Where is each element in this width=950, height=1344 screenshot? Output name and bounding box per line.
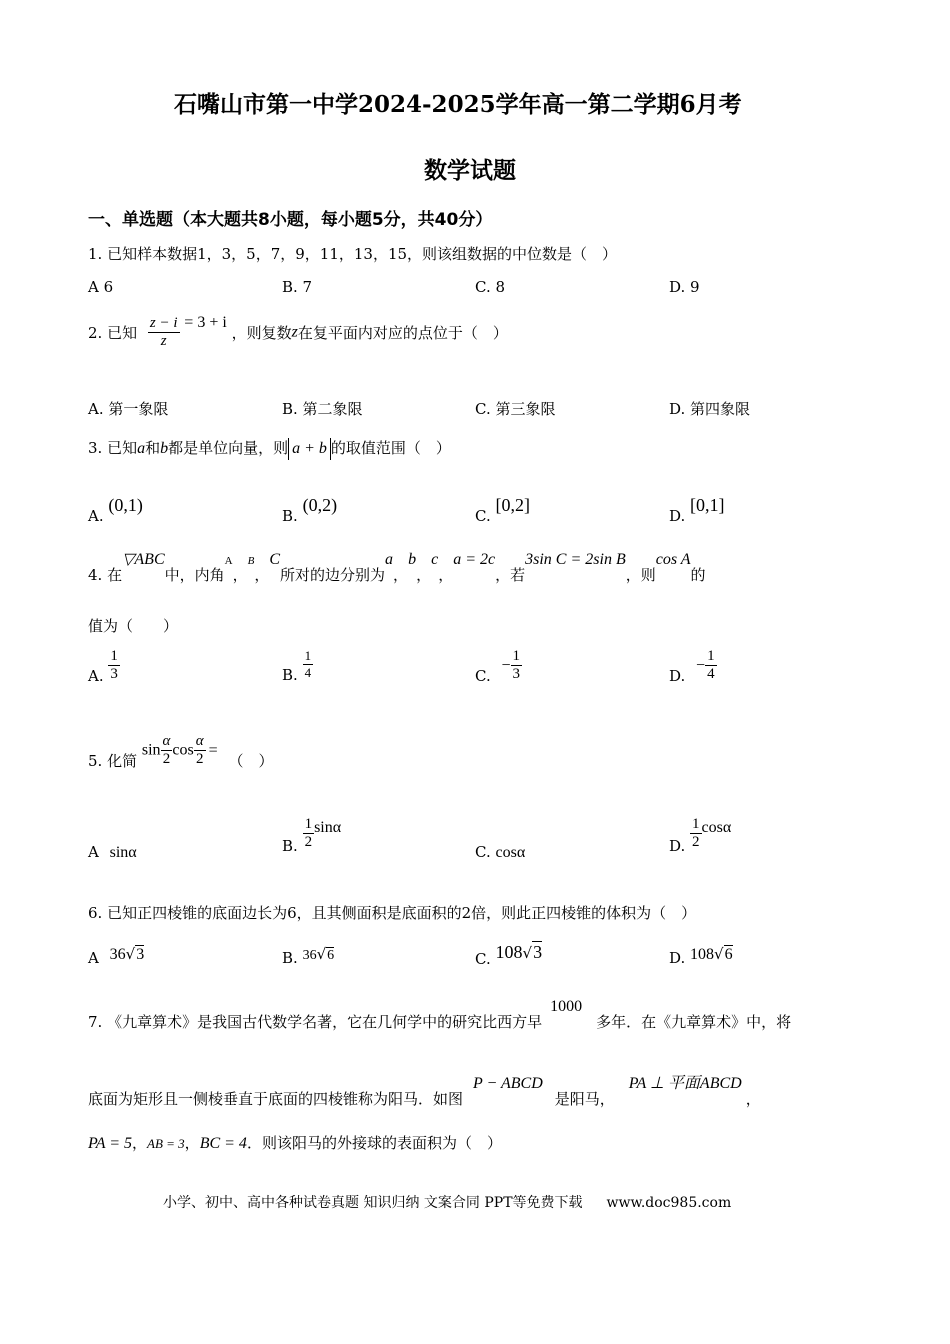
- question-3-option-a: A. (0,1): [88, 495, 143, 525]
- question-4-stem: 4. 在▽ABC中，内角A，B，C所对的边分别为a，b，c，a = 2c，若3sin C = 2sin B，则cos A的: [88, 551, 706, 584]
- question-3-mid: 都是单位向量，则: [168, 439, 289, 457]
- question-2-option-c: C. 第三象限: [475, 400, 556, 418]
- footer-text: [163, 1192, 731, 1212]
- question-5-option-a: A sinα: [88, 843, 137, 861]
- page-title: 石嘴山市第一中学2024-2025学年高一第二学期6月考: [174, 91, 742, 118]
- question-2-z: z: [291, 323, 298, 341]
- question-2-option-d: D. 第四象限: [669, 400, 751, 418]
- question-1-stem: 1. 已知样本数据1，3，5，7，9，11，13，15，则该组数据的中位数是（ ）: [88, 245, 618, 263]
- question-2-post: 在复平面内对应的点位于（ ）: [297, 324, 508, 342]
- question-1-option-a: A 6: [88, 278, 114, 296]
- question-3-and: 和: [145, 439, 161, 457]
- question-6-option-d: D. 108√6: [669, 945, 733, 967]
- question-3-stem: [88, 437, 451, 460]
- question-6-option-a: A 36√3: [88, 945, 145, 967]
- question-4-option-a: A. $\frac{1}{3}$: [88, 648, 118, 685]
- question-3-pre: 3. 已知: [88, 439, 138, 457]
- footer-description: 小学、初中、高中各种试卷真题 知识归纳 文案合同 PPT等免费下载: [163, 1195, 583, 1211]
- question-1-option-c: C. 8: [475, 278, 506, 296]
- question-7-line2: 底面为矩形且一侧棱垂直于底面的四棱锥称为阳马．如图P − ABCD是阳马，PA ⊥ 平面ABCD，: [88, 1075, 761, 1108]
- vector-b: b: [160, 440, 169, 457]
- question-6-option-b: B. 36√6: [282, 945, 335, 967]
- question-1-option-d: D. 9: [669, 278, 700, 296]
- question-4-option-d: D. − $\frac{1}{4}$: [669, 648, 715, 685]
- condition-sine-relation: 3sin C = 2sin B: [525, 551, 626, 568]
- abs-a-plus-b: a + b: [288, 438, 331, 460]
- question-5-option-d: D. $\frac{1}{2}$ cosα: [669, 816, 732, 855]
- question-4-line2: 值为（ ）: [88, 617, 179, 635]
- question-2-option-a: A. 第一象限: [88, 400, 169, 418]
- triangle-abc: ▽ABC: [122, 551, 165, 568]
- question-2-rhs: = 3 + i: [184, 313, 227, 331]
- section-heading: 一、单选题（本大题共8小题，每小题5分，共40分）: [88, 210, 493, 230]
- question-2-stem: [88, 315, 508, 350]
- question-2-fraction: $\frac{z - i}{z}$: [149, 315, 178, 349]
- target-cos-a: cos A: [655, 551, 691, 568]
- question-7-line1: 7. 《九章算术》是我国古代数学名著，它在几何学中的研究比西方早1000多年．在《九章算术》中，将: [88, 998, 792, 1031]
- question-6-option-c: C. 108√3: [475, 942, 543, 968]
- question-5-stem: 5. 化简 sin $\frac{\alpha}{2}$ cos $\frac{\alpha}{2}$ = （ ）: [88, 733, 274, 770]
- question-5-option-b: B. $\frac{1}{2}$ sinα: [282, 816, 342, 855]
- question-3-option-d: D. [0,1]: [669, 495, 725, 525]
- vector-a: a: [137, 440, 146, 457]
- question-1-option-b: B. 7: [282, 278, 313, 296]
- question-3-option-b: B. (0,2): [282, 495, 338, 525]
- question-5-option-c: C. cosα: [475, 843, 526, 861]
- footer-url[interactable]: www.doc985.com: [606, 1195, 732, 1211]
- question-7-line3: PA = 5，AB = 3，BC = 4．则该阳马的外接球的表面积为（ ）: [88, 1134, 502, 1152]
- question-2-option-b: B. 第二象限: [282, 400, 363, 418]
- question-6-stem: 6. 已知正四棱锥的底面边长为6，且其侧面积是底面积的2倍，则此正四棱锥的体积为（ ）: [88, 904, 697, 922]
- question-3-option-c: C. [0,2]: [475, 495, 530, 525]
- question-2-pre: 2. 已知: [88, 324, 138, 342]
- question-4-option-b: B. $\frac{1}{4}$: [282, 648, 312, 684]
- condition-a-equals-2c: a = 2c: [453, 551, 496, 568]
- question-4-option-c: C. − $\frac{1}{3}$: [475, 648, 521, 685]
- page-subtitle: 数学试题: [424, 157, 516, 184]
- question-2-mid: ，则复数: [231, 324, 292, 342]
- question-3-post: 的取值范围（ ）: [330, 439, 451, 457]
